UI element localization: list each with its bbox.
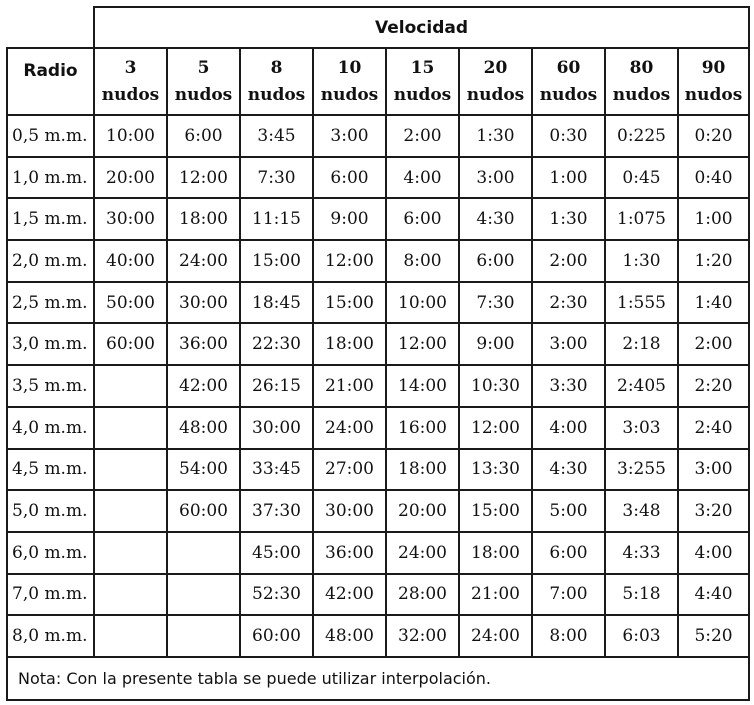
time-cell: 50:00 bbox=[94, 282, 167, 324]
radius-cell: 1,0 m.m. bbox=[7, 157, 94, 199]
time-cell: 21:00 bbox=[313, 365, 386, 407]
speed-value: 15 bbox=[410, 57, 435, 78]
time-cell: 33:45 bbox=[240, 449, 313, 491]
time-cell: 2:00 bbox=[678, 323, 749, 365]
time-cell: 0:20 bbox=[678, 115, 749, 157]
radius-cell: 0,5 m.m. bbox=[7, 115, 94, 157]
time-cell: 0:30 bbox=[532, 115, 605, 157]
time-cell: 26:15 bbox=[240, 365, 313, 407]
time-cell: 6:00 bbox=[532, 532, 605, 574]
time-cell: 30:00 bbox=[240, 407, 313, 449]
time-cell: 60:00 bbox=[94, 323, 167, 365]
time-cell: 6:00 bbox=[167, 115, 240, 157]
speed-header-row bbox=[7, 48, 749, 115]
time-cell: 18:00 bbox=[459, 532, 532, 574]
time-cell bbox=[94, 574, 167, 616]
speed-value: 20 bbox=[483, 57, 508, 78]
radius-cell: 6,0 m.m. bbox=[7, 532, 94, 574]
time-cell: 28:00 bbox=[386, 574, 459, 616]
time-cell: 6:00 bbox=[459, 240, 532, 282]
time-cell bbox=[167, 615, 240, 657]
time-cell: 5:18 bbox=[605, 574, 678, 616]
time-cell: 0:45 bbox=[605, 157, 678, 199]
table-row bbox=[7, 157, 749, 199]
speed-column-header bbox=[240, 48, 313, 115]
time-cell: 22:30 bbox=[240, 323, 313, 365]
table-body bbox=[7, 115, 749, 657]
time-cell: 18:00 bbox=[167, 198, 240, 240]
radius-cell: 7,0 m.m. bbox=[7, 574, 94, 616]
time-cell: 27:00 bbox=[313, 449, 386, 491]
time-cell: 42:00 bbox=[313, 574, 386, 616]
time-cell: 30:00 bbox=[167, 282, 240, 324]
radius-cell: 4,0 m.m. bbox=[7, 407, 94, 449]
time-cell: 8:00 bbox=[532, 615, 605, 657]
speed-value: 80 bbox=[629, 57, 654, 78]
time-cell: 5:00 bbox=[532, 490, 605, 532]
time-cell: 15:00 bbox=[313, 282, 386, 324]
time-cell: 4:00 bbox=[678, 532, 749, 574]
time-cell: 40:00 bbox=[94, 240, 167, 282]
speed-value: 10 bbox=[337, 57, 362, 78]
speed-column-header bbox=[94, 48, 167, 115]
speed-time-table bbox=[6, 6, 750, 701]
table-row bbox=[7, 574, 749, 616]
speed-column-header bbox=[459, 48, 532, 115]
time-cell: 3:03 bbox=[605, 407, 678, 449]
time-cell: 32:00 bbox=[386, 615, 459, 657]
time-cell: 4:40 bbox=[678, 574, 749, 616]
time-cell: 7:30 bbox=[240, 157, 313, 199]
time-cell: 6:00 bbox=[386, 198, 459, 240]
radius-cell: 1,5 m.m. bbox=[7, 198, 94, 240]
speed-unit: nudos bbox=[320, 84, 379, 105]
time-cell: 2:30 bbox=[532, 282, 605, 324]
time-cell: 36:00 bbox=[167, 323, 240, 365]
time-cell: 45:00 bbox=[240, 532, 313, 574]
speed-value: 3 bbox=[124, 57, 137, 78]
time-cell: 3:45 bbox=[240, 115, 313, 157]
speed-unit: nudos bbox=[539, 84, 598, 105]
table-row bbox=[7, 449, 749, 491]
time-cell bbox=[167, 532, 240, 574]
time-cell: 36:00 bbox=[313, 532, 386, 574]
time-cell bbox=[94, 532, 167, 574]
radius-cell: 2,0 m.m. bbox=[7, 240, 94, 282]
table-row bbox=[7, 490, 749, 532]
corner-cell bbox=[7, 7, 94, 48]
speed-unit: nudos bbox=[684, 84, 743, 105]
time-cell: 0:225 bbox=[605, 115, 678, 157]
time-cell: 2:00 bbox=[532, 240, 605, 282]
time-cell: 52:30 bbox=[240, 574, 313, 616]
time-cell: 30:00 bbox=[94, 198, 167, 240]
time-cell: 18:45 bbox=[240, 282, 313, 324]
note-row bbox=[7, 657, 749, 700]
radius-cell: 5,0 m.m. bbox=[7, 490, 94, 532]
table-row bbox=[7, 615, 749, 657]
time-cell: 12:00 bbox=[459, 407, 532, 449]
time-cell bbox=[94, 407, 167, 449]
time-cell: 24:00 bbox=[386, 532, 459, 574]
time-cell: 1:30 bbox=[605, 240, 678, 282]
time-cell: 24:00 bbox=[313, 407, 386, 449]
time-cell: 3:48 bbox=[605, 490, 678, 532]
time-cell: 1:20 bbox=[678, 240, 749, 282]
time-cell bbox=[167, 574, 240, 616]
time-cell: 7:30 bbox=[459, 282, 532, 324]
speed-value: 8 bbox=[270, 57, 283, 78]
time-cell: 24:00 bbox=[459, 615, 532, 657]
time-cell: 18:00 bbox=[313, 323, 386, 365]
radius-cell: 2,5 m.m. bbox=[7, 282, 94, 324]
time-cell: 3:00 bbox=[532, 323, 605, 365]
time-cell: 6:03 bbox=[605, 615, 678, 657]
time-cell: 10:00 bbox=[386, 282, 459, 324]
speed-value: 60 bbox=[556, 57, 581, 78]
speed-column-header bbox=[386, 48, 459, 115]
time-cell: 60:00 bbox=[167, 490, 240, 532]
time-cell: 3:30 bbox=[532, 365, 605, 407]
time-cell: 21:00 bbox=[459, 574, 532, 616]
time-cell bbox=[94, 449, 167, 491]
time-cell: 3:20 bbox=[678, 490, 749, 532]
time-cell: 20:00 bbox=[94, 157, 167, 199]
time-cell: 0:40 bbox=[678, 157, 749, 199]
radius-cell: 8,0 m.m. bbox=[7, 615, 94, 657]
time-cell: 5:20 bbox=[678, 615, 749, 657]
time-cell: 1:40 bbox=[678, 282, 749, 324]
time-cell: 12:00 bbox=[167, 157, 240, 199]
speed-unit: nudos bbox=[101, 84, 160, 105]
time-cell: 1:30 bbox=[459, 115, 532, 157]
speed-unit: nudos bbox=[247, 84, 306, 105]
time-cell: 54:00 bbox=[167, 449, 240, 491]
time-cell: 2:18 bbox=[605, 323, 678, 365]
time-cell: 3:00 bbox=[678, 449, 749, 491]
speed-value: 5 bbox=[197, 57, 210, 78]
time-cell: 3:00 bbox=[459, 157, 532, 199]
time-cell: 48:00 bbox=[167, 407, 240, 449]
time-cell: 1:075 bbox=[605, 198, 678, 240]
radius-cell: 3,5 m.m. bbox=[7, 365, 94, 407]
time-cell: 13:30 bbox=[459, 449, 532, 491]
speed-unit: nudos bbox=[174, 84, 233, 105]
time-cell: 11:15 bbox=[240, 198, 313, 240]
speed-column-header bbox=[532, 48, 605, 115]
time-cell: 6:00 bbox=[313, 157, 386, 199]
radius-cell: 4,5 m.m. bbox=[7, 449, 94, 491]
table-row bbox=[7, 532, 749, 574]
speed-column-header bbox=[313, 48, 386, 115]
time-cell: 2:405 bbox=[605, 365, 678, 407]
speed-unit: nudos bbox=[612, 84, 671, 105]
time-cell: 60:00 bbox=[240, 615, 313, 657]
time-cell: 10:00 bbox=[94, 115, 167, 157]
table-row bbox=[7, 240, 749, 282]
time-cell: 2:00 bbox=[386, 115, 459, 157]
time-cell: 1:00 bbox=[532, 157, 605, 199]
time-cell: 10:30 bbox=[459, 365, 532, 407]
group-header-row bbox=[7, 7, 749, 48]
time-cell: 12:00 bbox=[386, 323, 459, 365]
interpolation-note: Nota: Con la presente tabla se puede utilizar interpolación. bbox=[7, 657, 749, 700]
time-cell: 48:00 bbox=[313, 615, 386, 657]
table-row bbox=[7, 323, 749, 365]
time-cell: 4:00 bbox=[386, 157, 459, 199]
time-cell: 4:30 bbox=[532, 449, 605, 491]
time-cell: 4:30 bbox=[459, 198, 532, 240]
time-cell bbox=[94, 490, 167, 532]
time-cell: 1:555 bbox=[605, 282, 678, 324]
time-cell: 37:30 bbox=[240, 490, 313, 532]
radius-column-header: Radio bbox=[7, 48, 94, 115]
table-row bbox=[7, 115, 749, 157]
time-cell: 14:00 bbox=[386, 365, 459, 407]
speed-value: 90 bbox=[701, 57, 726, 78]
time-cell: 15:00 bbox=[240, 240, 313, 282]
time-cell: 1:30 bbox=[532, 198, 605, 240]
speed-unit: nudos bbox=[393, 84, 452, 105]
radius-cell: 3,0 m.m. bbox=[7, 323, 94, 365]
time-cell: 12:00 bbox=[313, 240, 386, 282]
time-cell: 2:40 bbox=[678, 407, 749, 449]
time-cell: 2:20 bbox=[678, 365, 749, 407]
time-cell: 15:00 bbox=[459, 490, 532, 532]
time-cell bbox=[94, 615, 167, 657]
time-cell: 20:00 bbox=[386, 490, 459, 532]
time-cell: 3:00 bbox=[313, 115, 386, 157]
table-row bbox=[7, 282, 749, 324]
table-row bbox=[7, 198, 749, 240]
table-row bbox=[7, 407, 749, 449]
velocity-group-header: Velocidad bbox=[94, 7, 749, 48]
time-cell: 30:00 bbox=[313, 490, 386, 532]
speed-unit: nudos bbox=[466, 84, 525, 105]
speed-column-header bbox=[605, 48, 678, 115]
speed-column-header bbox=[167, 48, 240, 115]
time-cell: 1:00 bbox=[678, 198, 749, 240]
time-cell: 24:00 bbox=[167, 240, 240, 282]
time-cell: 3:255 bbox=[605, 449, 678, 491]
time-cell: 42:00 bbox=[167, 365, 240, 407]
speed-column-header bbox=[678, 48, 749, 115]
time-cell: 7:00 bbox=[532, 574, 605, 616]
time-cell: 4:00 bbox=[532, 407, 605, 449]
time-cell: 9:00 bbox=[459, 323, 532, 365]
time-cell: 4:33 bbox=[605, 532, 678, 574]
table-row bbox=[7, 365, 749, 407]
time-cell: 8:00 bbox=[386, 240, 459, 282]
time-cell: 9:00 bbox=[313, 198, 386, 240]
time-cell: 18:00 bbox=[386, 449, 459, 491]
time-cell: 16:00 bbox=[386, 407, 459, 449]
time-cell bbox=[94, 365, 167, 407]
